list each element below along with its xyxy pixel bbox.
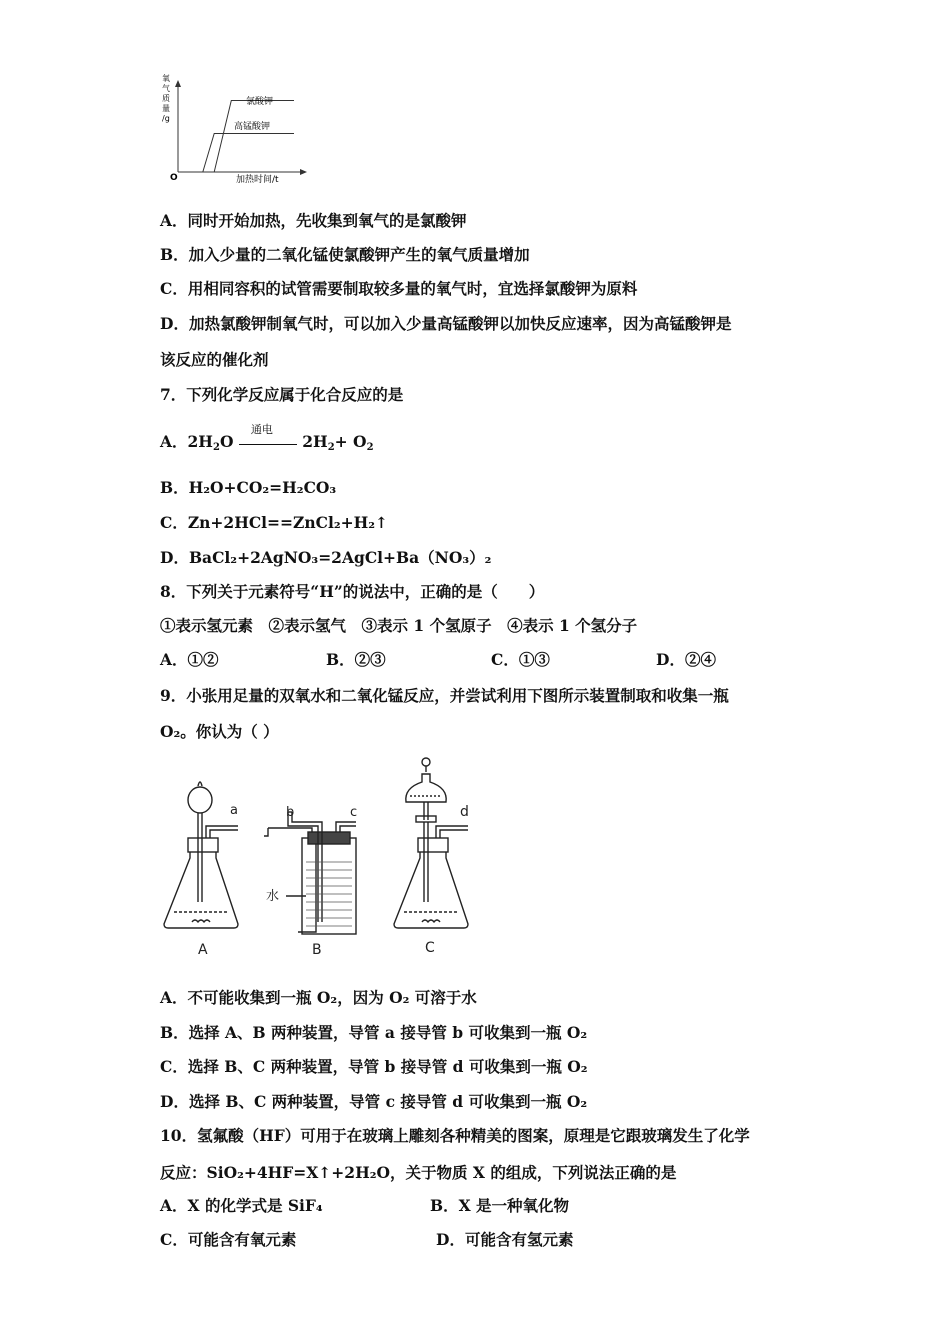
q9-option-d: D．选择 B、C 两种装置，导管 c 接导管 d 可收集到一瓶 O₂	[160, 1092, 588, 1111]
ylabel-char: 量	[162, 104, 170, 113]
q9-stem-line2: O₂。你认为（ ）	[160, 722, 279, 741]
series-line-kmno4	[180, 134, 294, 173]
q7-option-c: C．Zn+2HCl==ZnCl₂+H₂↑	[160, 513, 389, 532]
ylabel-char: /g	[162, 114, 170, 123]
label-a: a	[230, 803, 238, 818]
q10-option-a: A．X 的化学式是 SiF₄	[160, 1196, 323, 1215]
q6-option-d-line2: 该反应的催化剂	[160, 350, 269, 369]
q9-option-c: C．选择 B、C 两种装置，导管 b 接导管 d 可收集到一瓶 O₂	[160, 1057, 588, 1076]
apparatus-c	[394, 758, 468, 928]
q6-option-d-line1: D．加热氯酸钾制氧气时，可以加入少量高锰酸钾以加快反应速率，因为高锰酸钾是	[160, 314, 732, 333]
q9-stem-line1: 9．小张用足量的双氧水和二氧化锰反应，并尝试利用下图所示装置制取和收集一瓶	[160, 686, 729, 705]
q7-a-prefix: A．2H	[160, 432, 213, 451]
q6-option-c: C．用相同容积的试管需要制取较多量的氧气时，宜选择氯酸钾为原料	[160, 279, 638, 298]
q6-option-b: B．加入少量的二氧化锰使氯酸钾产生的氧气质量增加	[160, 245, 530, 264]
q8-option-b: B．②③	[326, 650, 386, 669]
label-d: d	[460, 804, 469, 820]
q10-stem-line1: 10．氢氟酸（HF）可用于在玻璃上雕刻各种精美的图案，原理是它跟玻璃发生了化学	[160, 1126, 750, 1145]
q7-a-end: + O	[334, 432, 367, 451]
series-line-kclo3	[180, 101, 294, 173]
q6-option-a: A．同时开始加热，先收集到氧气的是氯酸钾	[160, 211, 467, 230]
apparatus-a	[164, 782, 238, 928]
lab-apparatus-figure	[160, 752, 490, 962]
label-water: 水	[266, 889, 280, 904]
ylabel-char: 氧	[162, 74, 170, 83]
q7-a-mid1: O	[219, 432, 234, 451]
apparatus-b	[264, 812, 356, 934]
q10-stem-line2: 反应：SiO₂+4HF=X↑+2H₂O，关于物质 X 的组成，下列说法正确的是	[160, 1163, 677, 1182]
q7-option-d: D．BaCl₂+2AgNO₃=2AgCl+Ba（NO₃）₂	[160, 548, 492, 567]
q10-option-c: C．可能含有氧元素	[160, 1230, 297, 1249]
label-apparatus-b: B	[312, 942, 322, 958]
chart-svg	[158, 72, 308, 187]
series-label-kmno4: 高锰酸钾	[234, 122, 271, 132]
q8-stem: 8．下列关于元素符号“H”的说法中，正确的是（ ）	[160, 582, 545, 601]
label-b: b	[286, 805, 295, 820]
q9-option-b: B．选择 A、B 两种装置，导管 a 接导管 b 可收集到一瓶 O₂	[160, 1023, 588, 1042]
label-apparatus-a: A	[198, 942, 208, 958]
q8-option-a: A．①②	[160, 650, 219, 669]
x-axis-label: 加热时间/t	[236, 175, 279, 185]
q7-option-a: A．$2H_2O$ 通电 $2H_2+ O_2$	[160, 430, 374, 458]
q8-option-c: C．①③	[491, 650, 550, 669]
q10-option-d: D．可能含有氢元素	[436, 1230, 574, 1249]
oxygen-mass-chart	[158, 72, 308, 187]
label-c: c	[350, 805, 358, 820]
q9-option-a: A．不可能收集到一瓶 O₂，因为 O₂ 可溶于水	[160, 988, 477, 1007]
series-group	[180, 101, 294, 173]
ylabel-char: 气	[162, 84, 170, 93]
q8-option-d: D．②④	[656, 650, 716, 669]
origin-label: O	[170, 173, 178, 183]
y-axis-arrow	[175, 80, 181, 87]
q7-option-b: B．H₂O+CO₂=H₂CO₃	[160, 478, 337, 497]
q10-option-b: B．X 是一种氧化物	[430, 1196, 570, 1215]
reaction-condition-arrow	[239, 423, 297, 445]
x-axis-arrow	[300, 169, 307, 175]
q7-a-mid2: 2H	[302, 432, 328, 451]
q8-items: ①表示氢元素 ②表示氢气 ③表示 1 个氢原子 ④表示 1 个氢分子	[160, 616, 638, 635]
q7-stem: 7．下列化学反应属于化合反应的是	[160, 385, 404, 404]
label-apparatus-c: C	[425, 940, 435, 956]
series-label-kclo3: 氯酸钾	[246, 97, 274, 107]
q7-a-condition: 通电	[250, 423, 273, 436]
ylabel-char: 质	[162, 94, 170, 103]
